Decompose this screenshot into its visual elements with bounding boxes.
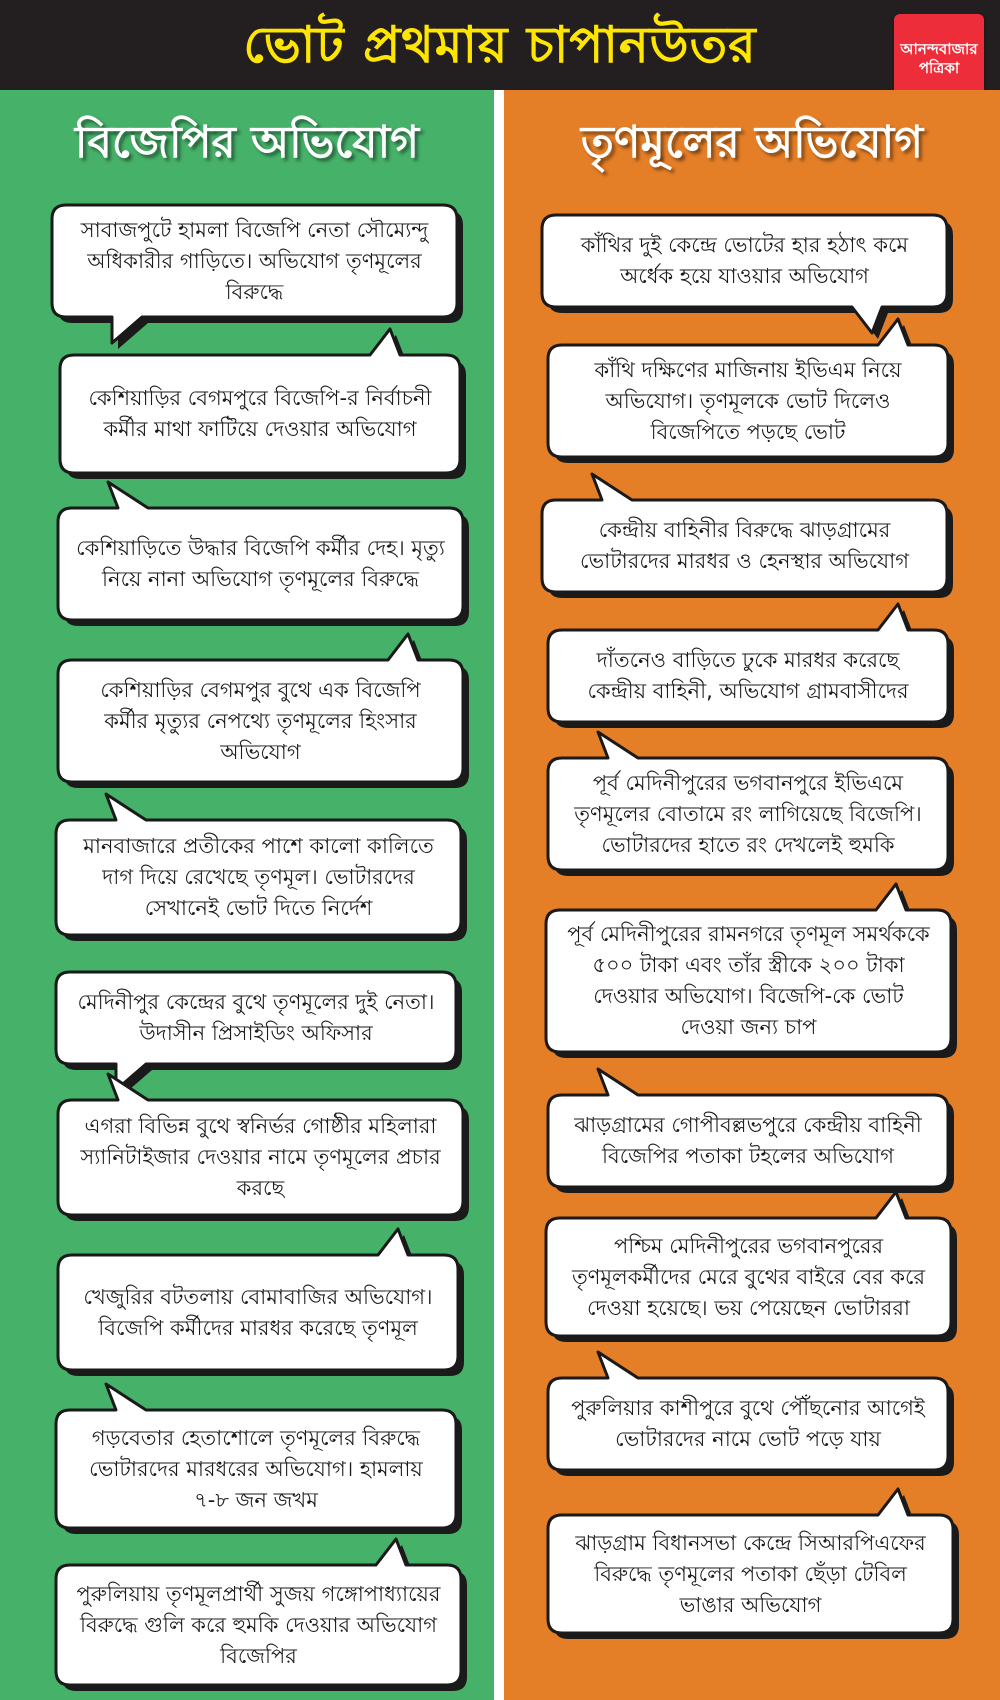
left-bubble-7: এগরা বিভিন্ন বুথে স্বনির্ভর গোষ্ঠীর মহিলারা স্যানিটাইজার দেওয়ার নামে তৃণমূলের প্রচার করছে xyxy=(80,1114,441,1200)
right-bubble-10: ঝাড়গ্রাম বিধানসভা কেন্দ্রে সিআরপিএফের বিরুদ্ধে তৃণমূলের পতাকা ছেঁড়া টেবিল ভাঙার অভিযোগ xyxy=(575,1530,926,1617)
right-bubble-4: দাঁতনেও বাড়িতে ঢুকে মারধর করেছে কেন্দ্রীয় বাহিনী, অভিযোগ গ্রামবাসীদের xyxy=(587,648,909,703)
left-bubble-4: কেশিয়াড়ির বেগমপুর বুথে এক বিজেপি কর্মীর মৃত্যুর নেপথ্যে তৃণমূলের হিংসার অভিযোগ xyxy=(100,677,421,764)
left-bubble-2: কেশিয়াড়ির বেগমপুরে বিজেপি-র নির্বাচনী কর্মীর মাথা ফাটিয়ে দেওয়ার অভিযোগ xyxy=(88,386,432,441)
right-bubble-3: কেন্দ্রীয় বাহিনীর বিরুদ্ধে ঝাড়গ্রামের ভোটারদের মারধর ও হেনস্থার অভিযোগ xyxy=(579,518,909,573)
left-bubble-8: খেজুরির বটতলায় বোমাবাজির অভিযোগ। বিজেপি কর্মীদের মারধর করেছে তৃণমূল xyxy=(83,1284,433,1340)
left-bubble-9: গড়বেতার হেতাশোলে তৃণমূলের বিরুদ্ধে ভোটারদের মারধরের অভিযোগ। হামলায় ৭-৮ জন জখম xyxy=(89,1425,423,1512)
right-bubble-6: পূর্ব মেদিনীপুরের রামনগরে তৃণমূল সমর্থককে ৫০০ টাকা এবং তাঁর স্ত্রীকে ২০০ টাকা দেওয়ার অভিযোগ। বিজেপি-কে ভোট দেওয়া জন্য চাপ xyxy=(567,922,930,1039)
left-bubble-3: কেশিয়াড়িতে উদ্ধার বিজেপি কর্মীর দেহ। মৃত্যু নিয়ে নানা অভিযোগ তৃণমূলের বিরুদ্ধে xyxy=(76,536,445,591)
logo-line-2: পত্রিকা xyxy=(918,59,960,77)
logo-line-1: আনন্দবাজার xyxy=(900,40,978,59)
right-bubble-8: পশ্চিম মেদিনীপুরের ভগবানপুরের তৃণমূলকর্মীদের মেরে বুথের বাইরে বের করে দেওয়া হয়েছে। ভয় পেয়েছেন ভোটাররা xyxy=(571,1233,926,1320)
left-bubble-6: মেদিনীপুর কেন্দ্রের বুথে তৃণমূলের দুই নেতা। উদাসীন প্রিসাইডিং অফিসার xyxy=(77,990,435,1045)
right-bubble-7: ঝাড়গ্রামের গোপীবল্লভপুরে কেন্দ্রীয় বাহিনী বিজেপির পতাকা টহলের অভিযোগ xyxy=(574,1113,922,1168)
right-bubble-2: কাঁথি দক্ষিণের মাজিনায় ইভিএম নিয়ে অভিযোগ। তৃণমূলকে ভোট দিলেও বিজেপিতে পড়ছে ভোট xyxy=(594,357,902,444)
right-bubble-1: কাঁথির দুই কেন্দ্রে ভোটের হার হঠাৎ কমে অর্ধেক হয়ে যাওয়ার অভিযোগ xyxy=(580,233,909,288)
right-column-heading: তৃণমূলের অভিযোগ xyxy=(580,117,924,168)
page-title: ভোট প্রথমায় চাপানউতর xyxy=(243,16,757,74)
left-bubble-1: সাবাজপুটে হামলা বিজেপি নেতা সৌম্যেন্দু অধিকারীর গাড়িতে। অভিযোগ তৃণমূলের বিরুদ্ধে xyxy=(80,217,429,304)
left-column-heading: বিজেপির অভিযোগ xyxy=(74,117,420,168)
right-bubble-5: পূর্ব মেদিনীপুরের ভগবানপুরে ইভিএমে তৃণমূলের বোতামে রং লাগিয়েছে বিজেপি। ভোটারদের হাতে রং দেখলেই হুমকি xyxy=(574,770,922,857)
left-bubble-5: মানবাজারে প্রতীকের পাশে কালো কালিতে দাগ দিয়ে রেখেছে তৃণমূল। ভোটারদের সেখানেই ভোট দিতে নির্দেশ xyxy=(83,834,434,920)
left-bubble-10: পুরুলিয়ায় তৃণমূলপ্রার্থী সুজয় গঙ্গোপাধ্যায়ের বিরুদ্ধে গুলি করে হুমকি দেওয়ার অভিযোগ বিজেপির xyxy=(76,1581,441,1668)
right-bubble-9: পুরুলিয়ার কাশীপুরে বুথে পৌঁছনোর আগেই ভোটারদের নামে ভোট পড়ে যায় xyxy=(571,1396,925,1451)
